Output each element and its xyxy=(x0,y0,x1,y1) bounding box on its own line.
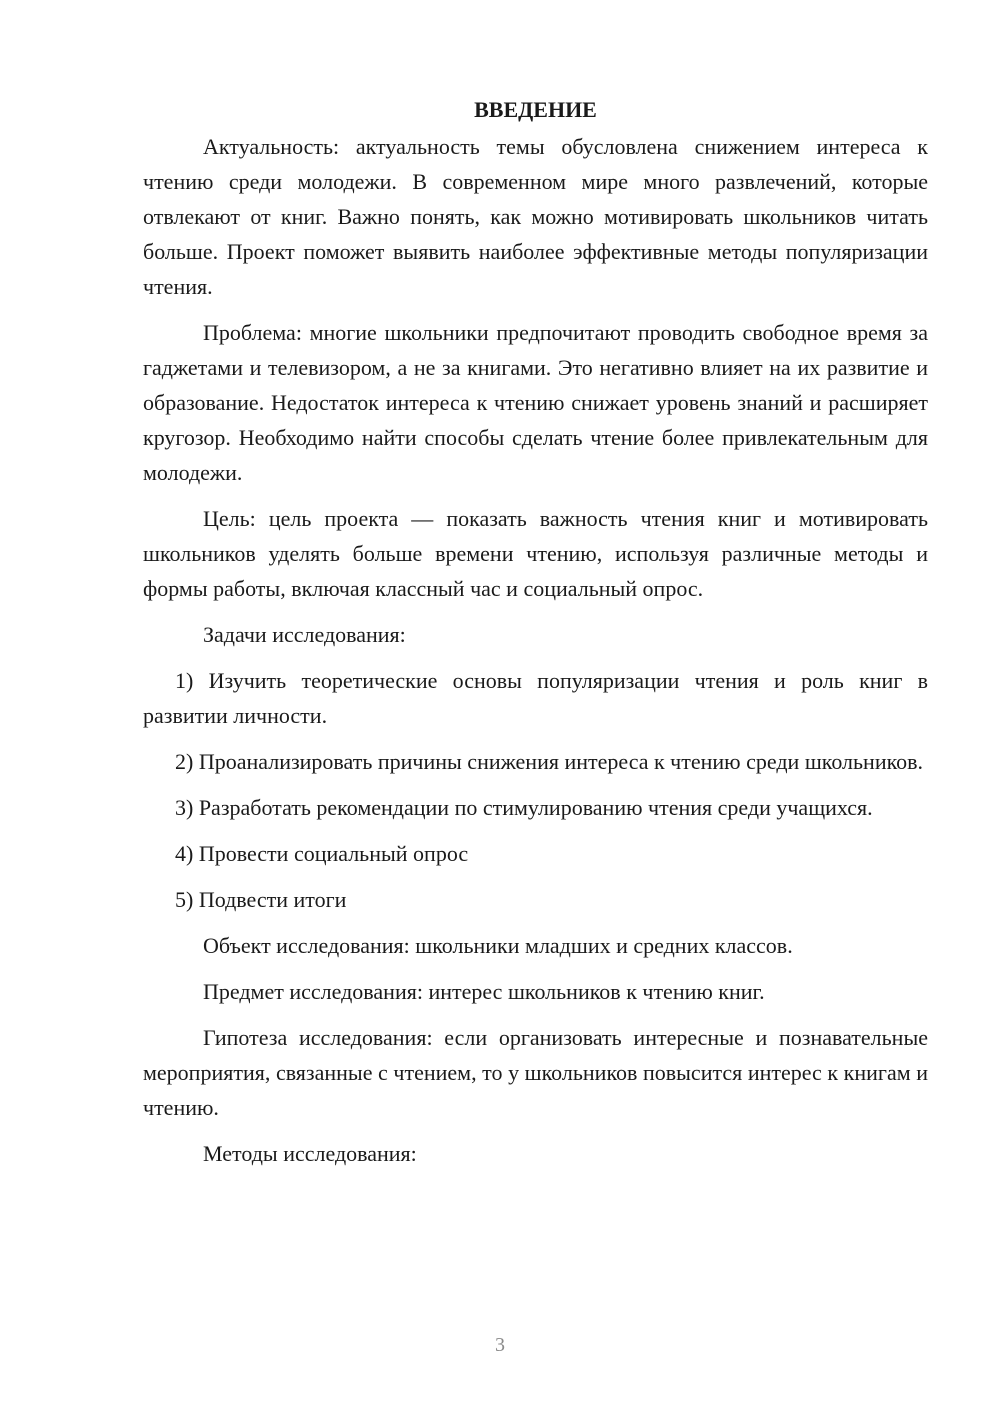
task-item: 3) Разработать рекомендации по стимулированию чтения среди учащихся. xyxy=(175,795,873,820)
document-body xyxy=(143,92,928,1182)
task-item: 1) Изучить теоретические основы популяризации чтения и роль книг в развитии личности. xyxy=(143,668,928,728)
task-item: 4) Провести социальный опрос xyxy=(175,841,469,866)
methods-heading: Методы исследования: xyxy=(203,1141,417,1166)
section-title: ВВЕДЕНИЕ xyxy=(474,97,597,122)
page-number: 3 xyxy=(495,1334,505,1356)
problem-paragraph: Проблема: многие школьники предпочитают проводить свободное время за гаджетами и телевизором, а не за книгами. Это негативно влияет на их развитие и образование. Недостаток интереса к чтению снижает уровень знаний и расширяет кругозор. Необходимо найти способы сделать чтение более привлекательным для молодежи. xyxy=(143,320,928,485)
task-item: 2) Проанализировать причины снижения интереса к чтению среди школьников. xyxy=(175,749,924,774)
goal-paragraph: Цель: цель проекта — показать важность чтения книг и мотивировать школьников уделять больше времени чтению, используя различные методы и формы работы, включая классный час и социальный опрос. xyxy=(143,506,928,601)
hypothesis-paragraph: Гипотеза исследования: если организовать интересные и познавательные мероприятия, связанные с чтением, то у школьников повысится интерес к книгам и чтению. xyxy=(143,1025,928,1120)
relevance-paragraph: Актуальность: актуальность темы обусловлена снижением интереса к чтению среди молодежи. В современном мире много развлечений, которые отвлекают от книг. Важно понять, как можно мотивировать школьников читать больше. Проект поможет выявить наиболее эффективные методы популяризации чтения. xyxy=(143,134,928,299)
task-item: 5) Подвести итоги xyxy=(175,887,347,912)
subject-paragraph: Предмет исследования: интерес школьников к чтению книг. xyxy=(203,979,765,1004)
tasks-heading: Задачи исследования: xyxy=(203,622,406,647)
object-paragraph: Объект исследования: школьники младших и средних классов. xyxy=(203,933,793,958)
